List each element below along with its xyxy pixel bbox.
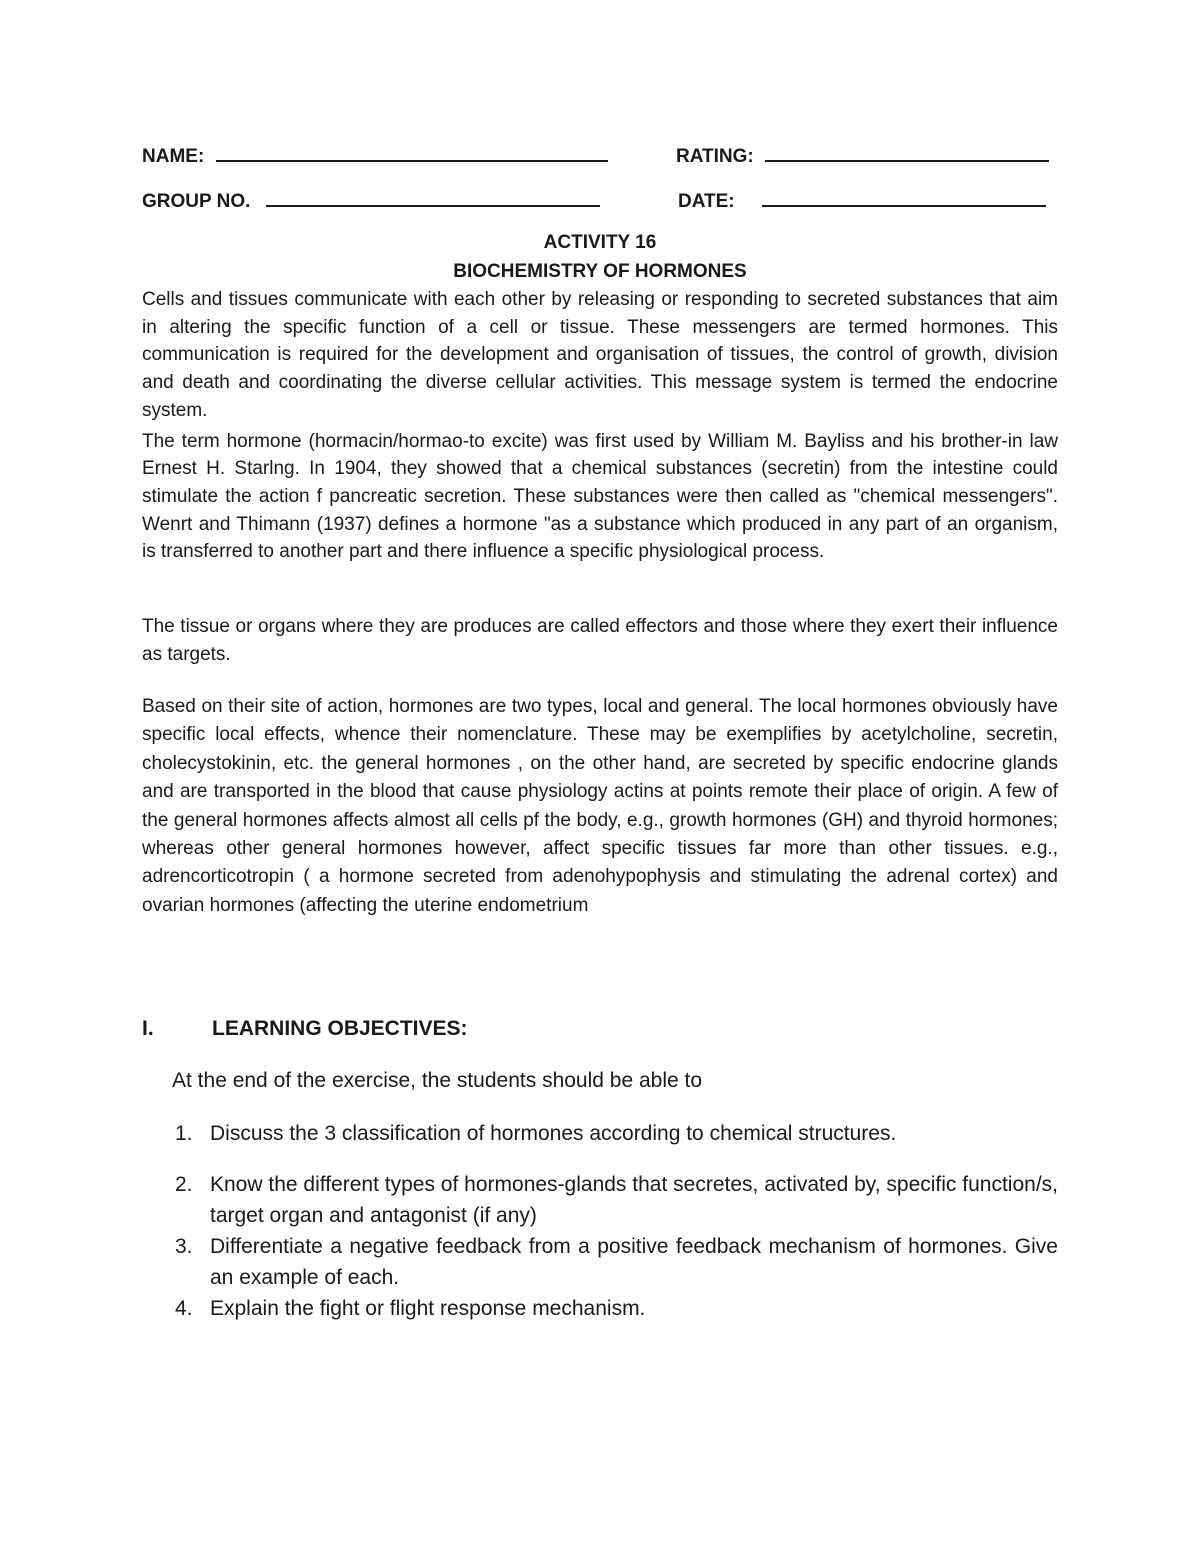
paragraph-4-block: [142, 693, 1058, 920]
date-label: DATE:: [678, 191, 735, 212]
list-item: [172, 1231, 1058, 1293]
activity-title: ACTIVITY 16: [543, 232, 657, 253]
rating-label: RATING:: [676, 146, 754, 167]
paragraph-3-block: [142, 613, 1058, 668]
list-item-text: Know the different types of hormones-glands that secretes, activated by, specific function/s, target organ and antagonist (if any): [210, 1173, 1058, 1227]
list-item-number: 1.: [175, 1122, 193, 1145]
objectives-list: [172, 1118, 1058, 1324]
section-number: I.: [142, 1017, 154, 1040]
date-blank-line[interactable]: [762, 187, 1046, 207]
rating-field: [676, 142, 1049, 168]
list-item-text: Explain the fight or flight response mechanism.: [210, 1297, 646, 1320]
title-block: [0, 228, 1200, 286]
group-field: [142, 187, 600, 213]
group-label: GROUP NO.: [142, 191, 251, 212]
list-item-number: 2.: [175, 1173, 193, 1196]
list-item-text: Differentiate a negative feedback from a positive feedback mechanism of hormones. Give an example of each.: [210, 1235, 1058, 1289]
paragraph-1: Cells and tissues communicate with each other by releasing or responding to secreted substances that aim in altering the specific function of a cell or tissue. These messengers are termed hormones. This communication is required for the development and organisation of tissues, the control of growth, division and death and coordinating the diverse cellular activities. This message system is termed the endocrine system.: [142, 289, 1058, 421]
list-item-number: 4.: [175, 1297, 193, 1320]
list-item: [172, 1169, 1058, 1231]
paragraph-3: The tissue or organs where they are produces are called effectors and those where they exert their influence as targets.: [142, 616, 1058, 665]
list-item: [172, 1293, 1058, 1324]
subject-title: BIOCHEMISTRY OF HORMONES: [453, 261, 747, 282]
date-field: [678, 187, 1046, 213]
section-heading: [142, 1017, 468, 1041]
objectives-lead: At the end of the exercise, the students should be able to: [172, 1069, 703, 1092]
name-field: [142, 142, 608, 168]
list-item-text: Discuss the 3 classification of hormones according to chemical structures.: [210, 1122, 897, 1145]
paragraph-4: Based on their site of action, hormones are two types, local and general. The local hormones obviously have specific local effects, whence their nomenclature. These may be exemplifies by acetylcholine, secretin, cholecystokinin, etc. the general hormones , on the other hand, are secreted by specific endocrine glands and are transported in the blood that cause physiology actins at points remote their place of origin. A few of the general hormones affects almost all cells pf the body, e.g., growth hormones (GH) and thyroid hormones; whereas other general hormones however, affect specific tissues far more than other tissues. e.g., adrencorticotropin ( a hormone secreted from adenohypophysis and stimulating the adrenal cortex) and ovarian hormones (affecting the uterine endometrium: [142, 696, 1058, 916]
rating-blank-line[interactable]: [765, 142, 1049, 162]
list-item: [172, 1118, 1058, 1149]
intro-paragraphs: [142, 286, 1058, 566]
list-item-number: 3.: [175, 1235, 193, 1258]
group-blank-line[interactable]: [266, 187, 600, 207]
name-label: NAME:: [142, 146, 205, 167]
section-title: LEARNING OBJECTIVES:: [212, 1017, 468, 1040]
name-blank-line[interactable]: [216, 142, 608, 162]
paragraph-2: The term hormone (hormacin/hormao-to excite) was first used by William M. Bayliss and his brother-in law Ernest H. Starlng. In 1904, they showed that a chemical substances (secretin) from the intestine could stimulate the action f pancreatic secretion. These substances were then called as "chemical messengers". Wenrt and Thimann (1937) defines a hormone "as a substance which produced in any part of an organism, is transferred to another part and there influence a specific physiological process.: [142, 430, 1058, 563]
